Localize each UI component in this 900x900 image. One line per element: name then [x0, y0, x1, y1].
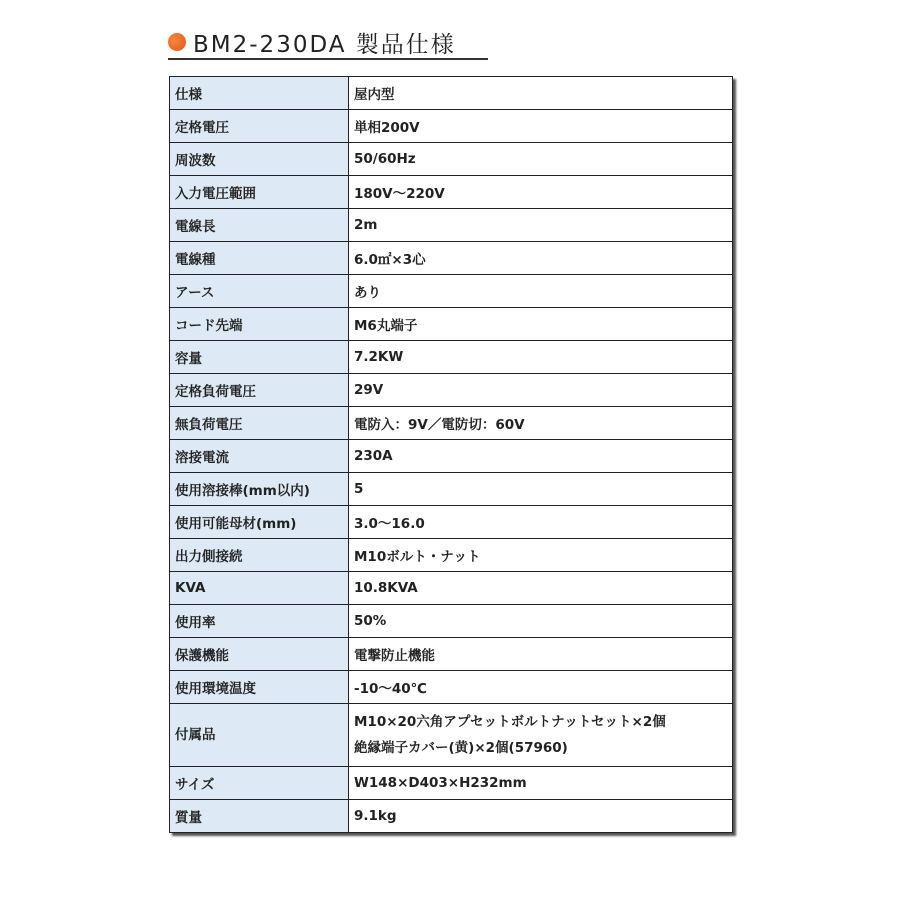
spec-value-line: 7.2KW [354, 349, 404, 365]
spec-label: 定格負荷電圧 [170, 374, 349, 407]
spec-value [349, 572, 733, 605]
spec-label: 周波数 [170, 143, 349, 176]
spec-label: 電線種 [170, 242, 349, 275]
spec-value-line: 3.0～16.0 [354, 516, 425, 532]
table-row [170, 242, 733, 275]
spec-label: コード先端 [170, 308, 349, 341]
spec-value [349, 767, 733, 800]
spec-label: 使用率 [170, 605, 349, 638]
spec-value [349, 704, 733, 767]
spec-label: 使用環境温度 [170, 671, 349, 704]
spec-value [349, 77, 733, 110]
spec-label: アース [170, 275, 349, 308]
spec-value-line: 2m [354, 217, 378, 233]
spec-value-line: 50/60Hz [354, 151, 416, 167]
spec-value [349, 110, 733, 143]
spec-value [349, 605, 733, 638]
spec-label: 入力電圧範囲 [170, 176, 349, 209]
spec-value-line: 180V～220V [354, 186, 445, 202]
table-row [170, 110, 733, 143]
spec-table [169, 76, 733, 833]
table-row [170, 767, 733, 800]
table-row [170, 176, 733, 209]
spec-value [349, 143, 733, 176]
table-row [170, 341, 733, 374]
spec-label: 容量 [170, 341, 349, 374]
spec-value-line: 単相200V [354, 120, 420, 136]
table-row [170, 638, 733, 671]
spec-value-line: 6.0㎡×3心 [354, 252, 426, 268]
spec-value [349, 638, 733, 671]
spec-label: 定格電圧 [170, 110, 349, 143]
spec-value [349, 209, 733, 242]
spec-value [349, 176, 733, 209]
table-row [170, 539, 733, 572]
spec-value-line: 5 [354, 481, 364, 497]
spec-label: 保護機能 [170, 638, 349, 671]
spec-label: KVA [170, 572, 349, 605]
table-row [170, 209, 733, 242]
table-row [170, 77, 733, 110]
spec-value-line: 29V [354, 382, 384, 398]
table-row [170, 605, 733, 638]
spec-value-line: M10ボルト・ナット [354, 549, 481, 565]
spec-value-line: あり [354, 285, 381, 301]
table-row [170, 473, 733, 506]
spec-value [349, 473, 733, 506]
table-row [170, 704, 733, 767]
spec-value [349, 506, 733, 539]
spec-value [349, 341, 733, 374]
spec-value-line: M10×20六角アプセットボルトナットセット×2個 [354, 714, 666, 730]
spec-value-line: 絶縁端子カバー(黄)×2個(57960) [354, 740, 568, 756]
spec-value-line: 電防入：9V／電防切：60V [354, 417, 525, 433]
spec-value [349, 407, 733, 440]
spec-value-line: W148×D403×H232mm [354, 775, 527, 791]
spec-value-line: 230A [354, 448, 393, 464]
table-row [170, 374, 733, 407]
spec-value-line: 9.1kg [354, 808, 397, 824]
spec-label: 付属品 [170, 704, 349, 767]
table-row [170, 143, 733, 176]
table-row [170, 275, 733, 308]
spec-label: 電線長 [170, 209, 349, 242]
table-row [170, 572, 733, 605]
spec-value [349, 440, 733, 473]
spec-value [349, 275, 733, 308]
spec-label: 無負荷電圧 [170, 407, 349, 440]
spec-value [349, 671, 733, 704]
orange-bullet-icon [168, 33, 186, 51]
spec-value-line: 10.8KVA [354, 580, 418, 596]
table-row [170, 440, 733, 473]
spec-value [349, 242, 733, 275]
spec-label: 質量 [170, 800, 349, 833]
spec-label: サイズ [170, 767, 349, 800]
spec-label: 溶接電流 [170, 440, 349, 473]
spec-value-line: 電撃防止機能 [354, 648, 435, 664]
table-row [170, 671, 733, 704]
spec-label: 使用可能母材(mm) [170, 506, 349, 539]
spec-value [349, 800, 733, 833]
spec-value [349, 374, 733, 407]
spec-value [349, 539, 733, 572]
table-row [170, 308, 733, 341]
spec-value [349, 308, 733, 341]
page-title: BM2-230DA 製品仕様 [193, 32, 456, 58]
spec-label: 仕様 [170, 77, 349, 110]
table-row [170, 407, 733, 440]
spec-label: 使用溶接棒(mm以内) [170, 473, 349, 506]
spec-value-line: 屋内型 [354, 87, 395, 103]
spec-value-line: -10～40℃ [354, 681, 428, 697]
spec-value-line: 50% [354, 613, 387, 629]
spec-value-line: M6丸端子 [354, 318, 418, 334]
title-block [168, 24, 488, 60]
table-row [170, 800, 733, 833]
table-row [170, 506, 733, 539]
spec-label: 出力側接続 [170, 539, 349, 572]
